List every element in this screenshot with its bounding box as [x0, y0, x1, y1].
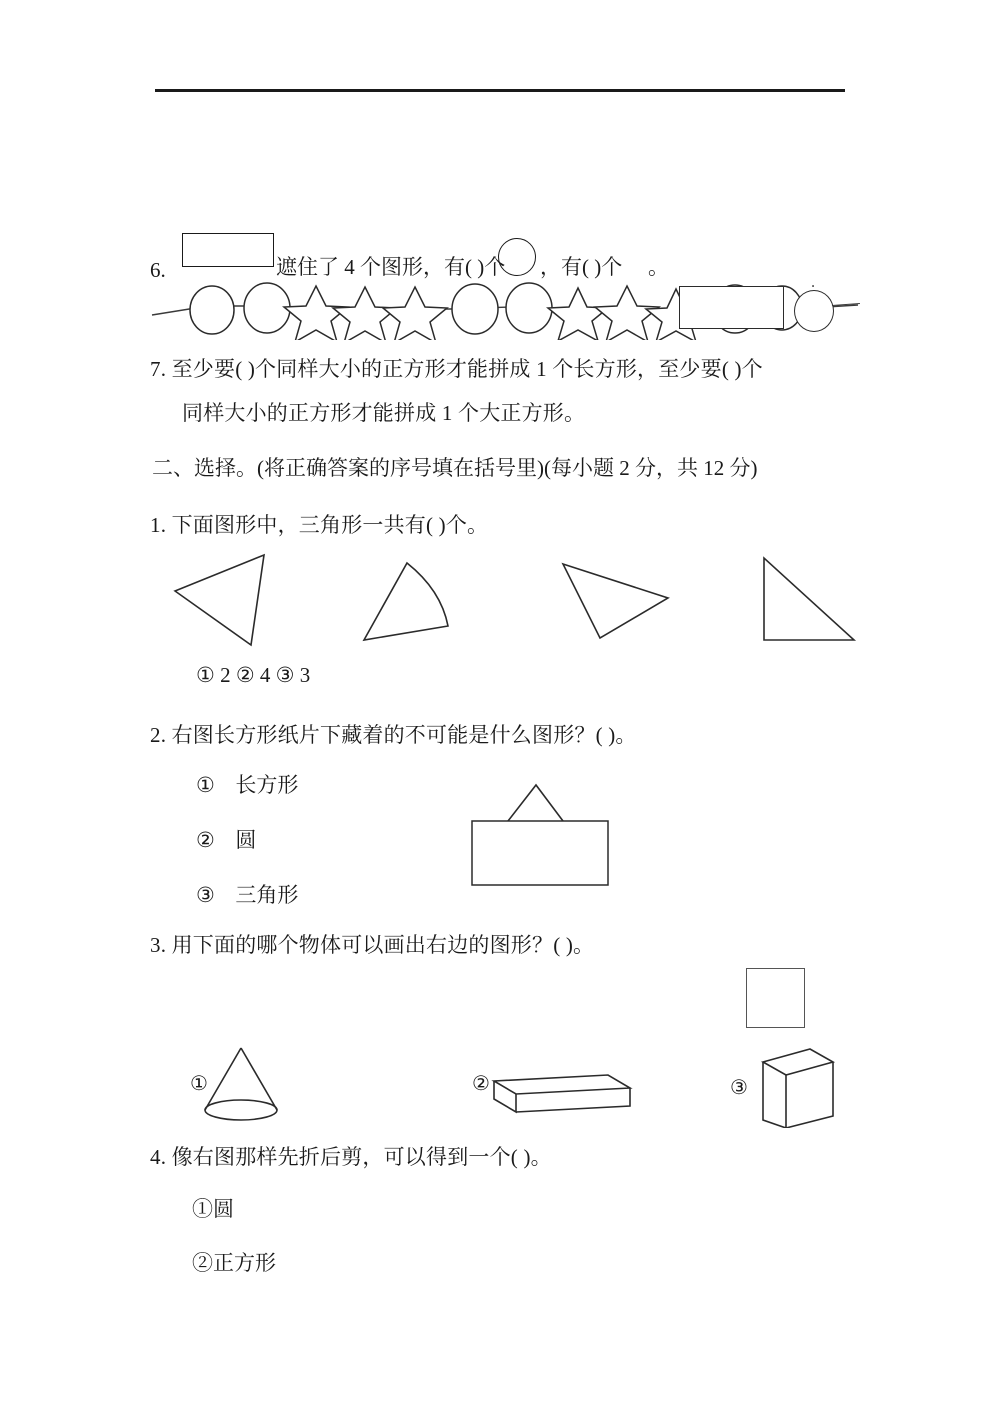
right-triangle — [764, 558, 854, 640]
header-rule — [155, 89, 845, 92]
option-marker: ② — [196, 828, 215, 852]
option-label: 长方形 — [235, 773, 299, 797]
question-2-option-1 — [196, 770, 298, 800]
hidden-triangle-tip — [508, 785, 563, 821]
rectangle-card — [472, 821, 608, 885]
question-4-option-1 — [192, 1194, 234, 1224]
question-1-text: 1. 下面图形中，三角形一共有( )个。 — [150, 513, 489, 537]
option-marker: ① — [192, 1197, 213, 1221]
object-marker-1: ① — [190, 1073, 208, 1095]
question-2-option-3 — [196, 880, 298, 910]
question-4-option-2 — [192, 1248, 276, 1278]
option-label: 圆 — [235, 828, 257, 852]
question-6-text-after: ，有( )个 — [540, 255, 623, 279]
target-square-shape — [746, 968, 805, 1028]
question-2-figure — [470, 778, 620, 888]
question-6-number: 6. — [150, 258, 166, 282]
obtuse-triangle — [175, 555, 264, 645]
question-3-text: 3. 用下面的哪个物体可以画出右边的图形？( )。 — [150, 933, 595, 957]
cuboid-icon — [763, 1049, 833, 1128]
cone-icon — [205, 1048, 277, 1120]
question-4-text: 4. 像右图那样先折后剪，可以得到一个( )。 — [150, 1145, 552, 1169]
question-1-figures — [160, 548, 870, 653]
cover-rectangle-icon — [182, 233, 274, 267]
question-6-text-before: 遮住了 4 个图形，有( )个 — [276, 255, 506, 279]
option-marker: ② — [192, 1251, 213, 1275]
wide-triangle — [563, 564, 668, 638]
option-label: 三角形 — [235, 883, 299, 907]
circle-icon — [498, 238, 536, 276]
section-2-heading: 二、选择。(将正确答案的序号填在括号里)(每小题 2 分，共 12 分) — [152, 456, 758, 480]
question-1-options: ① 2 ② 4 ③ 3 — [196, 663, 311, 687]
string-cover-rectangle — [679, 286, 784, 329]
option-label: 正方形 — [213, 1251, 276, 1275]
flat-prism-icon — [494, 1075, 630, 1112]
string-trailing-circle — [794, 290, 834, 332]
object-marker-3: ③ — [730, 1077, 748, 1099]
option-marker: ① — [196, 773, 215, 797]
option-marker: ③ — [196, 883, 215, 907]
question-2-option-2 — [196, 825, 256, 855]
option-label: 圆 — [213, 1197, 234, 1221]
object-marker-2: ② — [472, 1073, 490, 1095]
question-7-line-2: 同样大小的正方形才能拼成 1 个大正方形。 — [182, 401, 586, 425]
question-3-objects — [185, 1036, 855, 1128]
question-2-text: 2. 右图长方形纸片下藏着的不可能是什么图形？( )。 — [150, 723, 637, 747]
curved-sided-shape — [364, 563, 448, 640]
question-6-text-end: 。 — [648, 255, 669, 279]
question-7-line-1: 7. 至少要( )个同样大小的正方形才能拼成 1 个长方形，至少要( )个 — [150, 357, 763, 381]
